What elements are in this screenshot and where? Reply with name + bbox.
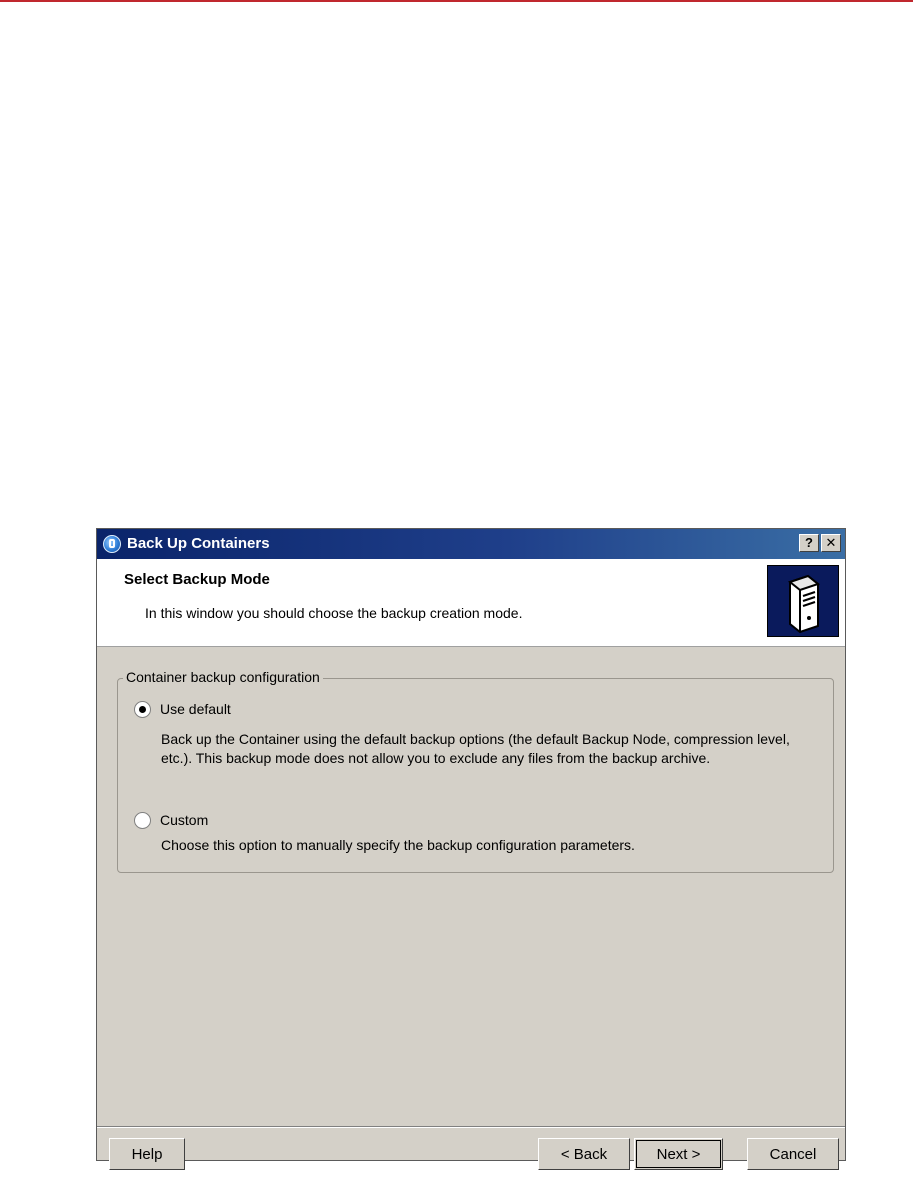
titlebar-help-button[interactable]: ? bbox=[799, 534, 819, 552]
next-button[interactable]: Next > bbox=[634, 1138, 723, 1170]
backup-dialog bbox=[96, 528, 846, 1161]
custom-label[interactable]: Custom bbox=[160, 812, 209, 828]
wizard-header bbox=[97, 559, 845, 647]
custom-radio[interactable] bbox=[134, 812, 151, 829]
titlebar-close-button[interactable]: ✕ bbox=[821, 534, 841, 552]
header-title: Select Backup Mode bbox=[124, 571, 270, 588]
page-top-rule bbox=[0, 0, 913, 2]
custom-description: Choose this option to manually specify the backup configuration parameters. bbox=[161, 837, 635, 853]
backup-config-group bbox=[117, 669, 834, 873]
use-default-label[interactable]: Use default bbox=[160, 701, 231, 717]
cancel-button[interactable]: Cancel bbox=[747, 1138, 839, 1170]
help-button[interactable]: Help bbox=[109, 1138, 185, 1170]
window-title: Back Up Containers bbox=[127, 535, 270, 552]
group-label: Container backup configuration bbox=[123, 669, 323, 685]
footer-separator bbox=[97, 1126, 845, 1128]
server-icon bbox=[767, 565, 839, 637]
use-default-description: Back up the Container using the default backup options (the default Backup Node, compression level, etc.). This backup mode does not allow you to exclude any files from the backup archive. bbox=[161, 731, 790, 766]
use-default-radio[interactable] bbox=[134, 701, 151, 718]
app-icon bbox=[103, 535, 121, 553]
back-button[interactable]: < Back bbox=[538, 1138, 630, 1170]
title-bar[interactable] bbox=[97, 529, 845, 559]
header-subtitle: In this window you should choose the backup creation mode. bbox=[145, 605, 523, 621]
